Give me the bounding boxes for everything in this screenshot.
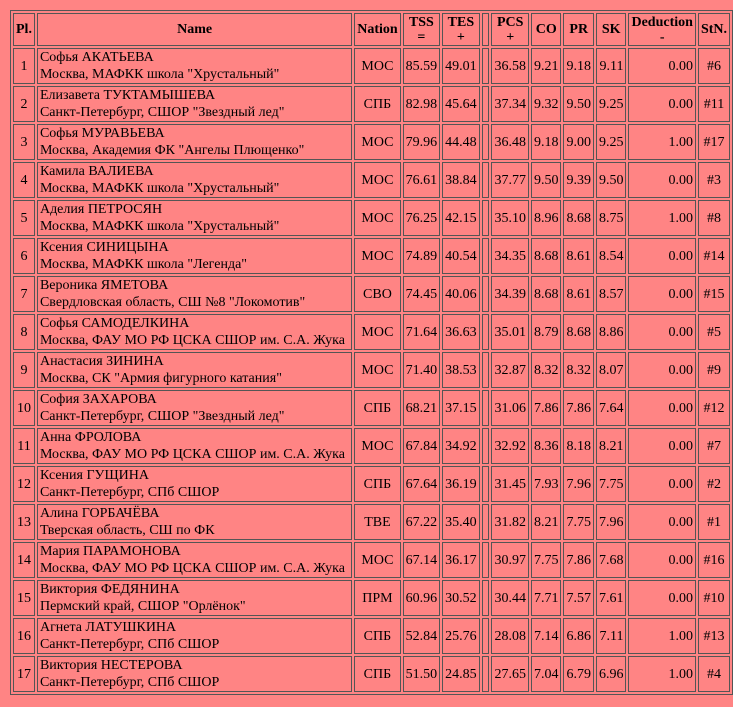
cell-spacer [482,48,490,84]
table-row [13,200,730,236]
skater-name: Алина ГОРБАЧЁВА [39,506,160,521]
cell-tss: 71.64 [403,314,441,350]
cell-nation: МОС [354,314,400,350]
header-tss-sign: = [417,29,426,45]
table-row [13,542,730,578]
skater-club: Москва, МАФКК школа "Хрустальный" [39,67,280,82]
cell-start-number: #13 [698,618,730,654]
cell-spacer [482,542,490,578]
cell-place: 8 [13,314,35,350]
cell-tes: 40.06 [442,276,480,312]
header-spacer [482,13,490,46]
cell-nation: СВО [354,276,400,312]
cell-start-number: #6 [698,48,730,84]
skater-club: Москва, ФАУ МО РФ ЦСКА СШОР им. С.А. Жука [39,447,345,462]
cell-nation: ТВЕ [354,504,400,540]
cell-pr: 6.86 [563,618,594,654]
skater-club: Москва, СК "Армия фигурного катания" [39,371,282,386]
cell-tss: 76.61 [403,162,441,198]
header-pcs [491,13,529,46]
cell-tes: 36.19 [442,466,480,502]
cell-sk: 6.96 [596,656,627,692]
cell-place: 5 [13,200,35,236]
cell-pcs: 35.10 [491,200,529,236]
cell-co: 8.21 [531,504,562,540]
cell-nation: СПБ [354,86,400,122]
cell-tss: 67.64 [403,466,441,502]
header-name: Name [37,13,352,46]
cell-pr: 8.68 [563,314,594,350]
skater-club: Санкт-Петербург, СШОР "Звездный лед" [39,409,285,424]
skater-name: Елизавета ТУКТАМЫШЕВА [39,88,216,103]
cell-co: 8.32 [531,352,562,388]
cell-start-number: #10 [698,580,730,616]
cell-tss: 82.98 [403,86,441,122]
cell-pcs: 37.34 [491,86,529,122]
skater-club: Пермский край, СШОР "Орлёнок" [39,599,246,614]
table-row [13,86,730,122]
cell-nation: МОС [354,238,400,274]
cell-spacer [482,86,490,122]
cell-sk: 7.64 [596,390,627,426]
cell-skater [37,428,352,464]
cell-start-number: #16 [698,542,730,578]
table-row [13,314,730,350]
header-tss [403,13,441,46]
cell-skater [37,276,352,312]
cell-spacer [482,200,490,236]
cell-pcs: 30.44 [491,580,529,616]
cell-deduction: 1.00 [628,200,695,236]
cell-sk: 9.50 [596,162,627,198]
skater-name: Мария ПАРАМОНОВА [39,544,181,559]
cell-pcs: 36.58 [491,48,529,84]
cell-place: 11 [13,428,35,464]
cell-nation: МОС [354,352,400,388]
cell-pr: 7.57 [563,580,594,616]
cell-start-number: #4 [698,656,730,692]
cell-pcs: 31.06 [491,390,529,426]
cell-tes: 40.54 [442,238,480,274]
header-pl: Pl. [13,13,35,46]
header-pcs-sign: + [506,29,515,45]
cell-spacer [482,466,490,502]
cell-pcs: 32.92 [491,428,529,464]
cell-tss: 67.22 [403,504,441,540]
cell-place: 6 [13,238,35,274]
cell-place: 9 [13,352,35,388]
cell-start-number: #7 [698,428,730,464]
cell-pr: 9.18 [563,48,594,84]
cell-tes: 36.17 [442,542,480,578]
cell-spacer [482,162,490,198]
cell-deduction: 0.00 [628,466,695,502]
cell-pcs: 27.65 [491,656,529,692]
cell-spacer [482,504,490,540]
cell-co: 8.68 [531,276,562,312]
cell-tes: 30.52 [442,580,480,616]
cell-place: 2 [13,86,35,122]
cell-nation: МОС [354,162,400,198]
skater-name: Камила ВАЛИЕВА [39,164,154,179]
header-deduction-sign: - [659,29,665,45]
cell-pr: 8.18 [563,428,594,464]
cell-place: 17 [13,656,35,692]
header-tes [442,13,480,46]
table-row [13,390,730,426]
skater-club: Москва, МАФКК школа "Хрустальный" [39,219,280,234]
cell-tss: 67.14 [403,542,441,578]
cell-pr: 9.50 [563,86,594,122]
header-pr: PR [563,13,594,46]
header-stn: StN. [698,13,730,46]
cell-spacer [482,238,490,274]
cell-pr: 7.86 [563,390,594,426]
skater-club: Москва, ФАУ МО РФ ЦСКА СШОР им. С.А. Жука [39,561,345,576]
cell-tes: 42.15 [442,200,480,236]
cell-start-number: #15 [698,276,730,312]
cell-tss: 74.45 [403,276,441,312]
table-row [13,124,730,160]
header-tss-label: TSS [408,14,434,30]
skater-name: Ксения ГУЩИНА [39,468,149,483]
cell-spacer [482,618,490,654]
cell-pcs: 36.48 [491,124,529,160]
cell-tes: 25.76 [442,618,480,654]
cell-place: 16 [13,618,35,654]
cell-pcs: 34.39 [491,276,529,312]
cell-pcs: 28.08 [491,618,529,654]
table-row [13,162,730,198]
skater-club: Москва, Академия ФК "Ангелы Плющенко" [39,143,305,158]
skater-name: София ЗАХАРОВА [39,392,157,407]
cell-co: 9.21 [531,48,562,84]
cell-co: 7.14 [531,618,562,654]
skater-name: Софья САМОДЕЛКИНА [39,316,190,331]
header-tes-label: TES [447,14,475,30]
skater-club: Санкт-Петербург, СПб СШОР [39,485,220,500]
header-sk: SK [596,13,627,46]
cell-spacer [482,580,490,616]
cell-co: 9.50 [531,162,562,198]
cell-sk: 9.25 [596,124,627,160]
table-row [13,352,730,388]
cell-tes: 38.84 [442,162,480,198]
cell-tss: 76.25 [403,200,441,236]
cell-spacer [482,124,490,160]
table-row [13,504,730,540]
cell-spacer [482,352,490,388]
skater-name: Виктория НЕСТЕРОВА [39,658,183,673]
cell-skater [37,200,352,236]
skater-name: Вероника ЯМЕТОВА [39,278,169,293]
header-deduction [628,13,695,46]
cell-nation: МОС [354,200,400,236]
cell-pr: 7.75 [563,504,594,540]
cell-co: 7.93 [531,466,562,502]
cell-start-number: #14 [698,238,730,274]
cell-co: 7.86 [531,390,562,426]
skater-name: Софья МУРАВЬЕВА [39,126,165,141]
cell-co: 7.71 [531,580,562,616]
cell-sk: 7.75 [596,466,627,502]
cell-skater [37,314,352,350]
cell-nation: СПБ [354,656,400,692]
cell-nation: МОС [354,48,400,84]
cell-pr: 8.68 [563,200,594,236]
cell-tes: 34.92 [442,428,480,464]
cell-deduction: 1.00 [628,124,695,160]
cell-pr: 8.61 [563,276,594,312]
cell-co: 8.79 [531,314,562,350]
cell-place: 3 [13,124,35,160]
cell-co: 7.04 [531,656,562,692]
cell-pcs: 37.77 [491,162,529,198]
cell-pr: 9.39 [563,162,594,198]
cell-nation: СПБ [354,390,400,426]
cell-pcs: 35.01 [491,314,529,350]
cell-skater [37,466,352,502]
cell-tss: 79.96 [403,124,441,160]
skater-name: Анна ФРОЛОВА [39,430,142,445]
skater-name: Агнета ЛАТУШКИНА [39,620,177,635]
cell-skater [37,542,352,578]
cell-place: 12 [13,466,35,502]
cell-start-number: #8 [698,200,730,236]
cell-sk: 7.61 [596,580,627,616]
skater-name: Ксения СИНИЦЫНА [39,240,169,255]
table-row [13,580,730,616]
table-row [13,48,730,84]
cell-skater [37,352,352,388]
cell-sk: 7.11 [596,618,627,654]
cell-spacer [482,276,490,312]
cell-skater [37,124,352,160]
cell-skater [37,162,352,198]
cell-pr: 9.00 [563,124,594,160]
header-pcs-label: PCS [497,14,524,30]
cell-nation: СПБ [354,466,400,502]
cell-tes: 37.15 [442,390,480,426]
table-row [13,618,730,654]
skater-club: Санкт-Петербург, СШОР "Звездный лед" [39,105,285,120]
skater-name: Анастасия ЗИНИНА [39,354,164,369]
skater-club: Москва, МАФКК школа "Легенда" [39,257,247,272]
cell-tes: 35.40 [442,504,480,540]
cell-start-number: #3 [698,162,730,198]
table-row [13,466,730,502]
cell-skater [37,86,352,122]
cell-tes: 49.01 [442,48,480,84]
cell-deduction: 1.00 [628,618,695,654]
cell-deduction: 1.00 [628,656,695,692]
cell-tss: 60.96 [403,580,441,616]
cell-co: 8.96 [531,200,562,236]
cell-place: 15 [13,580,35,616]
cell-deduction: 0.00 [628,48,695,84]
cell-pr: 8.32 [563,352,594,388]
cell-co: 8.68 [531,238,562,274]
cell-tes: 36.63 [442,314,480,350]
cell-skater [37,504,352,540]
skater-club: Москва, МАФКК школа "Хрустальный" [39,181,280,196]
cell-co: 9.32 [531,86,562,122]
cell-place: 4 [13,162,35,198]
cell-start-number: #11 [698,86,730,122]
cell-tes: 24.85 [442,656,480,692]
cell-start-number: #17 [698,124,730,160]
cell-tes: 45.64 [442,86,480,122]
cell-deduction: 0.00 [628,314,695,350]
cell-start-number: #1 [698,504,730,540]
cell-pcs: 31.82 [491,504,529,540]
results-table [10,10,733,695]
cell-co: 7.75 [531,542,562,578]
cell-tss: 74.89 [403,238,441,274]
cell-spacer [482,656,490,692]
cell-sk: 8.07 [596,352,627,388]
cell-tes: 38.53 [442,352,480,388]
skater-club: Санкт-Петербург, СПб СШОР [39,637,220,652]
cell-tss: 85.59 [403,48,441,84]
cell-sk: 7.96 [596,504,627,540]
cell-nation: ПРМ [354,580,400,616]
cell-start-number: #12 [698,390,730,426]
cell-co: 8.36 [531,428,562,464]
table-row [13,428,730,464]
cell-deduction: 0.00 [628,504,695,540]
header-row [13,13,730,46]
cell-tss: 52.84 [403,618,441,654]
cell-pr: 7.96 [563,466,594,502]
cell-place: 14 [13,542,35,578]
skater-club: Свердловская область, СШ №8 "Локомотив" [39,295,306,310]
cell-sk: 8.54 [596,238,627,274]
cell-deduction: 0.00 [628,276,695,312]
cell-spacer [482,314,490,350]
cell-skater [37,238,352,274]
cell-place: 7 [13,276,35,312]
table-row [13,656,730,692]
cell-deduction: 0.00 [628,580,695,616]
skater-name: Аделия ПЕТРОСЯН [39,202,163,217]
cell-co: 9.18 [531,124,562,160]
cell-skater [37,656,352,692]
cell-deduction: 0.00 [628,352,695,388]
cell-sk: 8.86 [596,314,627,350]
cell-place: 13 [13,504,35,540]
cell-sk: 9.25 [596,86,627,122]
cell-tss: 68.21 [403,390,441,426]
cell-deduction: 0.00 [628,162,695,198]
cell-tss: 71.40 [403,352,441,388]
cell-sk: 7.68 [596,542,627,578]
cell-tes: 44.48 [442,124,480,160]
cell-pcs: 30.97 [491,542,529,578]
cell-sk: 8.75 [596,200,627,236]
skater-name: Софья АКАТЬЕВА [39,50,154,65]
cell-sk: 8.21 [596,428,627,464]
cell-sk: 8.57 [596,276,627,312]
cell-skater [37,580,352,616]
cell-nation: МОС [354,542,400,578]
skater-club: Санкт-Петербург, СПб СШОР [39,675,220,690]
skater-club: Москва, ФАУ МО РФ ЦСКА СШОР им. С.А. Жука [39,333,345,348]
skater-name: Виктория ФЕДЯНИНА [39,582,180,597]
cell-deduction: 0.00 [628,86,695,122]
cell-deduction: 0.00 [628,238,695,274]
cell-pcs: 32.87 [491,352,529,388]
cell-nation: МОС [354,428,400,464]
cell-sk: 9.11 [596,48,627,84]
header-co: CO [531,13,562,46]
cell-start-number: #9 [698,352,730,388]
header-nation: Nation [354,13,400,46]
cell-pr: 7.86 [563,542,594,578]
cell-pr: 6.79 [563,656,594,692]
skater-club: Тверская область, СШ по ФК [39,523,215,538]
cell-deduction: 0.00 [628,428,695,464]
cell-deduction: 0.00 [628,390,695,426]
cell-nation: СПБ [354,618,400,654]
table-row [13,238,730,274]
cell-skater [37,390,352,426]
cell-start-number: #5 [698,314,730,350]
cell-pr: 8.61 [563,238,594,274]
cell-start-number: #2 [698,466,730,502]
cell-place: 1 [13,48,35,84]
cell-nation: МОС [354,124,400,160]
cell-pcs: 34.35 [491,238,529,274]
cell-pcs: 31.45 [491,466,529,502]
table-row [13,276,730,312]
cell-skater [37,618,352,654]
cell-place: 10 [13,390,35,426]
header-deduction-label: Deduction [631,14,693,30]
cell-tss: 51.50 [403,656,441,692]
header-tes-sign: + [456,29,465,45]
cell-spacer [482,428,490,464]
cell-deduction: 0.00 [628,542,695,578]
cell-spacer [482,390,490,426]
cell-skater [37,48,352,84]
cell-tss: 67.84 [403,428,441,464]
